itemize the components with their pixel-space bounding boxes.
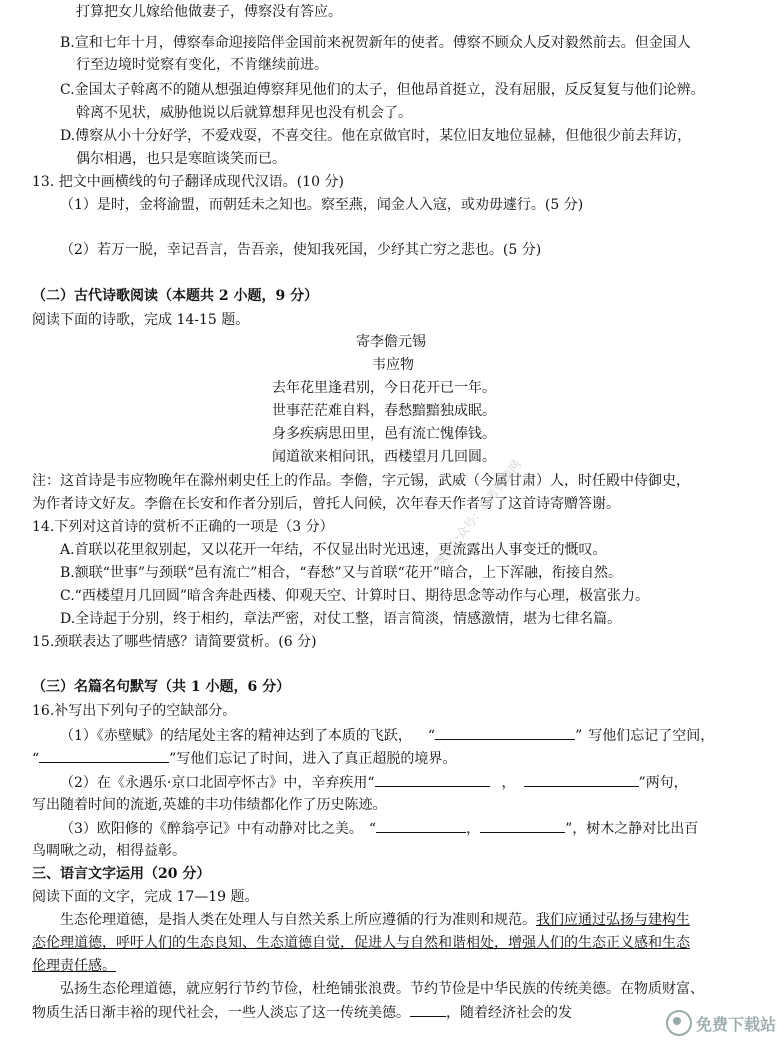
q16-item-3-line1 (60, 818, 698, 839)
quote-open: “ (427, 728, 436, 744)
passage-p1-line1 (60, 910, 690, 930)
passage-underlined-1: 我们应通过弘扬与建构生 (536, 912, 690, 928)
q14-stem: 14.下列对这首诗的赏析不正确的一项是（3 分） (32, 519, 334, 535)
q13-sentence-1: （1）是时，金将渝盟，而朝廷未之知也。察至燕，闻金人入寇，或劝毋遽行。(5 分) (60, 197, 584, 213)
wechat-icon (666, 1010, 692, 1036)
quote-open: “ (32, 751, 40, 767)
watermark-logo (666, 1010, 776, 1036)
section-2-heading: （二）古代诗歌阅读（本题共 2 小题，9 分） (32, 288, 319, 304)
q16-1-text-c: 写他们忘记了时间，进入了真正超脱的境界。 (176, 751, 457, 767)
quote-close: ” (575, 728, 583, 744)
fill-blank[interactable] (375, 772, 490, 787)
quote-open: “ (368, 821, 377, 837)
q16-item-1-line2 (32, 748, 456, 769)
section-3-heading: （三）名篇名句默写（共 1 小题，6 分） (32, 679, 291, 695)
fill-blank[interactable] (376, 818, 466, 833)
diagonal-watermark: 微信公众号：高考资源网 (431, 457, 524, 570)
q12-option-d-line1: D.傅察从小十分好学，不爱戏耍，不喜交往。他在京做官时，某位旧友地位显赫，但他很少前去拜访， (60, 128, 692, 144)
q14-option-c: C.“西楼望月几回圆”暗含奔赴西楼、仰观天空、计算时日、期待思念等动作与心理，极富张力。 (60, 588, 649, 604)
q16-1-text-b: 写他们忘记了空间， (588, 728, 715, 744)
quote-close: ” (565, 821, 573, 837)
section-2-intro: 阅读下面的诗歌，完成 14-15 题。 (32, 312, 250, 328)
q16-item-2-line2: 写出随着时间的流逝,英雄的丰功伟绩都化作了历史陈迹。 (32, 797, 387, 813)
quote-close: ” (638, 775, 646, 791)
passage-underlined-2: 态伦理道德，呼吁人们的生态良知、生态道德自觉，促进人与自然和谐相处，增强人们的生态正义感和生态 (32, 935, 690, 951)
poem-line-3: 身多疾病思田里，邑有流亡愧俸钱。 (272, 426, 496, 442)
fill-blank[interactable] (480, 818, 565, 833)
poem-line-4: 闻道欲来相问讯，西楼望月几回圆。 (272, 449, 496, 465)
q16-3-text-a: （3）欧阳修的《醉翁亭记》中有动静对比之美。 (60, 821, 363, 837)
passage-p2-text-b: ，随着经济社会的发 (446, 1005, 572, 1021)
q16-2-text-b: 两句， (645, 775, 688, 791)
q16-1-text-a: （1）《赤壁赋》的结尾处主客的精神达到了本质的飞跃， (60, 728, 412, 744)
fill-blank[interactable] (524, 772, 639, 787)
section-language-intro: 阅读下面的文字，完成 17—19 题。 (32, 889, 259, 905)
poem-line-1: 去年花里逢君别，今日花开已一年。 (272, 380, 496, 396)
q16-2-text-a: （2）在《永遇乐·京口北固亭怀古》中，辛弃疾用“ (60, 775, 375, 791)
fill-blank[interactable] (435, 725, 575, 740)
poem-author: 韦应物 (372, 357, 414, 373)
section-language-heading: 三、语言文字运用（20 分） (32, 866, 211, 882)
passage-underlined-3: 伦理责任感。 (32, 958, 116, 974)
fill-blank[interactable] (410, 1002, 446, 1017)
q16-item-2-line1 (60, 772, 688, 793)
q12-option-b-line2: 行至边境时觉察有变化，不肯继续前进。 (76, 57, 328, 73)
q12-option-b-line1: B.宣和七年十月，傅察奉命迎接陪伴金国前来祝贺新年的使者。傅察不顾众人反对毅然前去。但金国人 (60, 35, 691, 51)
poem-note-line1: 注：这首诗是韦应物晚年在滁州刺史任上的作品。李儋，字元锡，武威（今属甘肃）人，时任殿中侍御史， (32, 473, 690, 489)
quote-close: ” (169, 751, 177, 767)
watermark-logo-text: 免费下载站 (695, 1014, 776, 1034)
q16-item-3-line2: 鸟啁啾之动，相得益彰。 (32, 843, 186, 859)
q12-option-c-line1: C.金国太子斡离不的随从想强迫傅察拜见他们的太子，但他昂首挺立，没有屈服，反反复复与他们论辨。 (60, 82, 705, 98)
passage-p1-plain: 生态伦理道德，是指人类在处理人与自然关系上所应遵循的行为准则和规范。 (60, 912, 536, 928)
passage-p2-text-a: 物质生活日渐丰裕的现代社会，一些人淡忘了这一传统美德。 (32, 1005, 410, 1021)
q14-option-a: A.首联以花里叙别起，又以花开一年结，不仅显出时光迅速，更流露出人事变迁的慨叹。 (60, 542, 607, 558)
comma: ， (501, 775, 516, 791)
passage-p2-line1: 弘扬生态伦理道德，就应躬行节约节俭，杜绝铺张浪费。节约节俭是中华民族的传统美德。在物质财富、 (60, 981, 704, 997)
q13-stem: 13. 把文中画横线的句子翻译成现代汉语。(10 分) (32, 174, 344, 190)
q12-option-c-line2: 斡离不见状，威胁他说以后就算想拜见也没有机会了。 (76, 105, 412, 121)
q12-option-a-cont: 打算把女儿嫁给他做妻子，傅察没有答应。 (76, 4, 342, 20)
poem-note-line2: 为作者诗文好友。李儋在长安和作者分别后，曾托人问候，次年春天作者写了这首诗寄赠答谢。 (32, 496, 620, 512)
q13-sentence-2: （2）若万一脱，幸记吾言，告吾亲，使知我死国，少纾其亡穷之悲也。(5 分) (60, 242, 542, 258)
q16-3-text-b: ，树木之静对比出百 (572, 821, 699, 837)
q12-option-d-line2: 偶尔相遇，也只是寒暄谈笑而已。 (76, 151, 286, 167)
q14-option-d: D.全诗起于分别，终于相约，章法严密，对仗工整，语言简淡，情感激情，堪为七律名篇。 (60, 611, 622, 627)
passage-p2-line2 (32, 1002, 572, 1023)
poem-title: 寄李儋元锡 (356, 334, 426, 350)
poem-line-2: 世事茫茫难自料，春愁黯黯独成眠。 (272, 403, 496, 419)
comma: ， (466, 821, 481, 837)
q14-option-b: B.额联“世事”与颈联“邑有流亡”相合，“春愁”又与首联“花开”暗合，上下浑融，衔接自然。 (60, 565, 622, 581)
q15-stem: 15.颈联表达了哪些情感？请简要赏析。(6 分) (32, 634, 317, 650)
q16-item-1-line1 (60, 725, 714, 746)
fill-blank[interactable] (39, 748, 169, 763)
q16-stem: 16.补写出下列句子的空缺部分。 (32, 703, 237, 719)
